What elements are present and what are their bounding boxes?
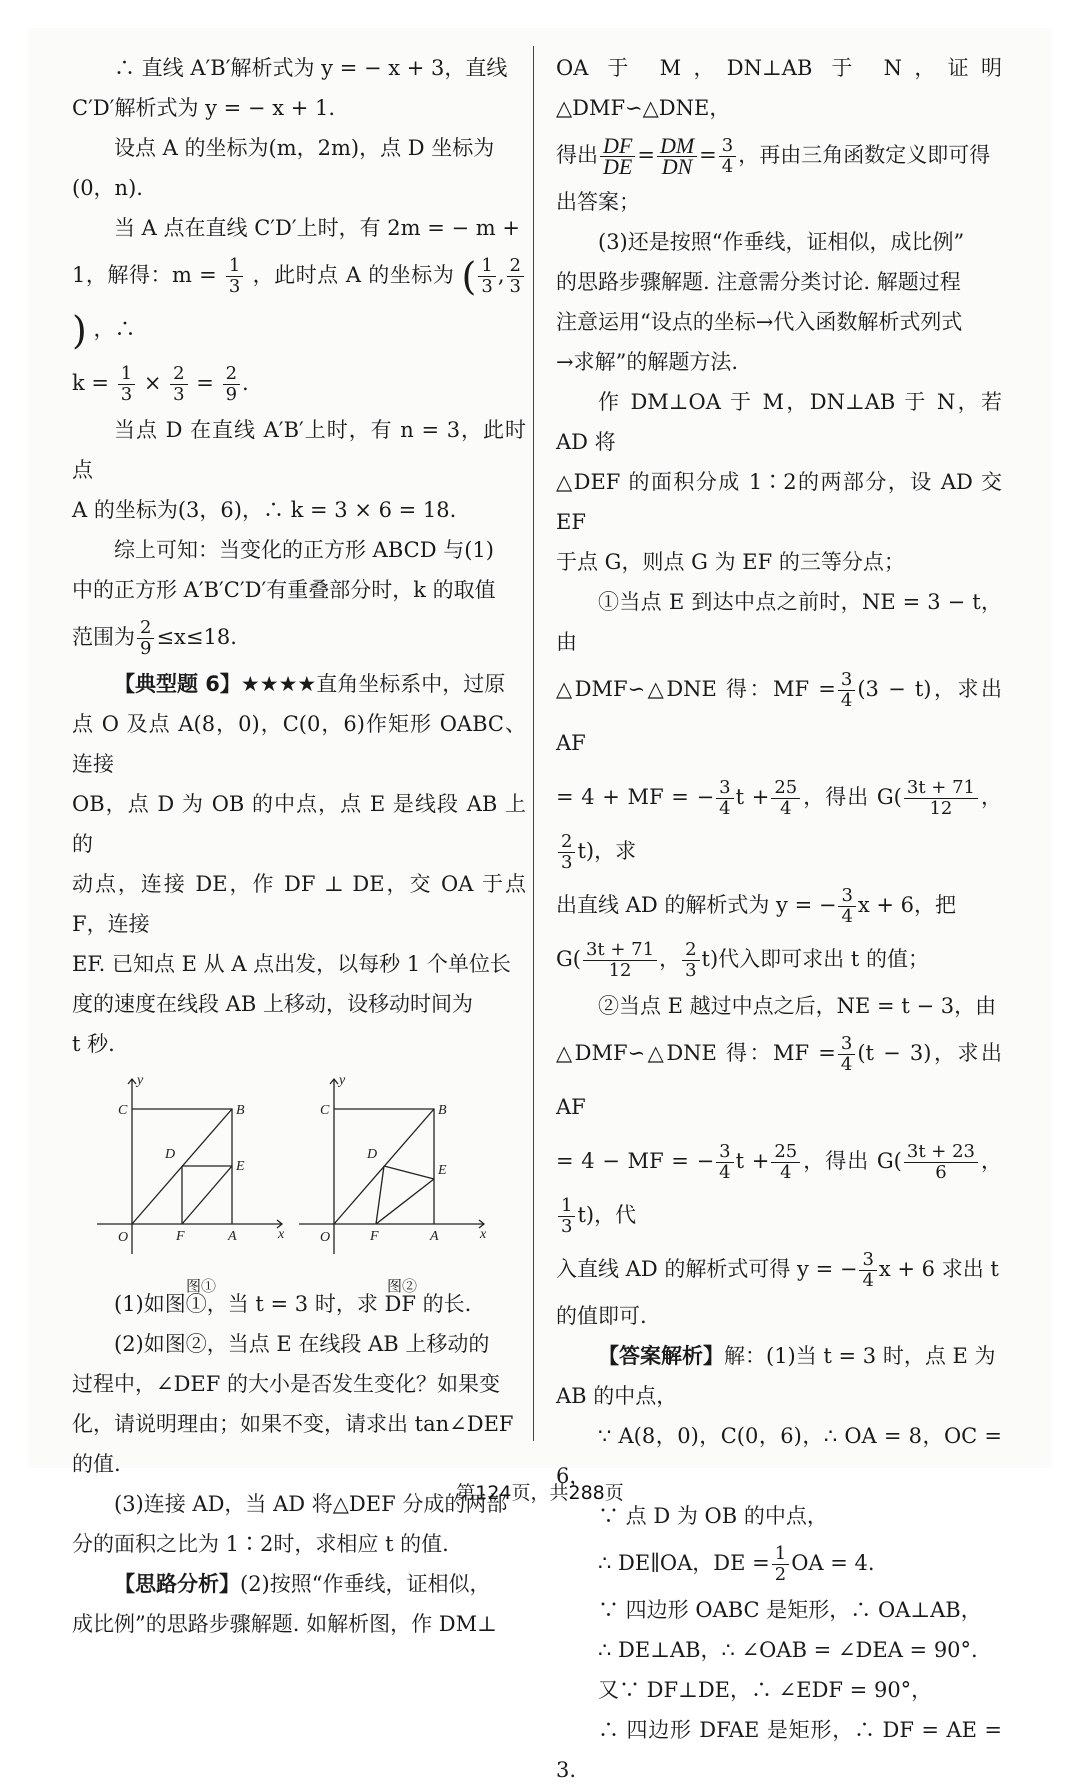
fraction-numerator: 1: [558, 1196, 575, 1217]
label-B: B: [438, 1103, 447, 1118]
fraction-denominator: 9: [225, 384, 238, 405]
segment-DE: [384, 1166, 434, 1179]
text-line: 于点 G，则点 G 为 EF 的三等分点；: [556, 550, 905, 574]
text-span: x + 6，把: [857, 893, 957, 917]
column-divider: [533, 46, 534, 1441]
text-line: 成比例”的思路步骤解题. 如解析图，作 DM⊥: [72, 1612, 497, 1636]
fraction-denominator: 4: [719, 798, 731, 819]
figure-2-caption: 图②: [387, 1277, 418, 1295]
fraction-numerator: 3t + 71: [583, 940, 657, 961]
text-line-with-fractions: [556, 932, 1002, 986]
page-footer: 第124页，共288页: [456, 1482, 624, 1504]
fraction: [600, 133, 635, 179]
fraction-numerator: 25: [771, 1142, 800, 1163]
text-line: ∵ A(8，0)，C(0，6)，∴ OA = 8，OC = 6，: [556, 1424, 1002, 1488]
fraction-numerator: 1: [772, 1544, 789, 1565]
fraction-numerator: 2: [558, 832, 575, 853]
label-F: F: [176, 1229, 185, 1244]
label-O: O: [118, 1230, 129, 1245]
fraction-numerator: 3: [838, 1034, 855, 1055]
text-line: △DEF 的面积分成 1∶2的两部分，设 AD 交 EF: [556, 470, 1002, 534]
fraction: [583, 940, 657, 981]
text-line: 又∵ DF⊥DE，∴ ∠EDF = 90°，: [598, 1678, 933, 1702]
fraction: [170, 364, 187, 405]
text-span: 解：(1)当 t = 3 时，点 E 为: [724, 1344, 996, 1368]
text-line: (1)如图①，当 t = 3 时，求 DF 的长.: [114, 1292, 472, 1316]
fraction: [716, 778, 733, 819]
text-line: 综上可知：当变化的正方形 ABCD 与(1): [114, 538, 494, 562]
text-line: →求解”的解题方法.: [556, 350, 739, 374]
text-line: A 的坐标为(3，6)，∴ k = 3 × 6 = 18.: [72, 498, 457, 522]
fraction-denominator: 3: [509, 276, 521, 297]
text-line: OA 于 M，DN⊥AB 于 N，证明△DMF∽△DNE，: [556, 56, 1002, 120]
text-line-with-fractions: [556, 1242, 1002, 1296]
fraction-denominator: 3: [561, 852, 573, 873]
fraction-denominator: 4: [780, 1162, 792, 1183]
text-line: OB，点 D 为 OB 的中点，点 E 是线段 AB 上的: [72, 792, 526, 856]
text-line: 的思路步骤解题. 注意需分类讨论. 解题过程: [556, 270, 961, 294]
fraction-denominator: 4: [719, 1162, 731, 1183]
text-span: .: [242, 371, 249, 395]
label-D: D: [367, 1147, 378, 1162]
fraction-denominator: 3: [173, 384, 185, 405]
fraction-numerator: 3: [859, 1250, 876, 1271]
fraction: [771, 778, 800, 819]
text-line: (3)连接 AD，当 AD 将△DEF 分成的两部: [114, 1492, 508, 1516]
fraction-numerator: 3: [716, 1142, 733, 1163]
fraction-denominator: 6: [935, 1162, 947, 1183]
fraction-numerator: DM: [657, 136, 697, 157]
text-line: 的值即可.: [556, 1304, 647, 1328]
fraction-numerator: 2: [137, 618, 154, 639]
text-span: =: [196, 371, 214, 395]
fraction-numerator: 3: [838, 670, 855, 691]
fraction: [719, 136, 736, 177]
text-line: ∵ 点 D 为 OB 的中点，: [598, 1504, 828, 1528]
text-line: 出答案；: [556, 190, 640, 214]
text-line-with-fractions: [72, 610, 526, 664]
right-column: [556, 48, 1002, 1790]
label-x: x: [278, 1227, 285, 1242]
text-span: =: [637, 143, 655, 167]
fraction: [478, 256, 495, 297]
text-span: ，此时点 A 的坐标为: [252, 263, 455, 287]
text-span: 出直线 AD 的解析式为 y = −: [556, 893, 837, 917]
question-label: 【典型题 6】★★★★: [114, 672, 317, 696]
text-line-with-fractions: 1，解得：m = $\frac{1}{3}$ ，此时点 A 的坐标为 ( $\frac{1}{3}$ , $\frac{2}{3}$ ) ，∴: [72, 248, 526, 356]
label-x: x: [480, 1227, 487, 1242]
fraction: [137, 618, 154, 659]
text-line: AB 的中点，: [556, 1384, 678, 1408]
text-span: 范围为: [72, 625, 135, 649]
text-span: (t − 3)，求出 AF: [556, 1041, 1002, 1119]
segment-EF: [182, 1166, 232, 1224]
text-span: ×: [143, 371, 162, 395]
text-line: ∴ DE⊥AB，∴ ∠OAB = ∠DEA = 90°.: [598, 1638, 978, 1662]
fraction: [558, 832, 575, 873]
paren: (: [461, 254, 477, 299]
text-line: EF. 已知点 E 从 A 点出发，以每秒 1 个单位长: [72, 952, 511, 976]
fraction-denominator: 4: [840, 1054, 853, 1075]
text-line: (3)还是按照“作垂线，证相似，成比例”: [598, 230, 965, 254]
fraction-numerator: 1: [226, 256, 243, 277]
text-span: ，: [980, 785, 1002, 809]
text-span: ，: [980, 1149, 1002, 1173]
fraction-denominator: 4: [721, 156, 734, 177]
fraction-denominator: 4: [841, 906, 853, 927]
text-line: 作 DM⊥OA 于 M，DN⊥AB 于 N，若 AD 将: [556, 390, 1002, 454]
left-column: [72, 48, 526, 1644]
label-E: E: [236, 1159, 245, 1174]
fraction: [904, 778, 978, 819]
text-line: 中的正方形 A′B′C′D′有重叠部分时，k 的取值: [72, 578, 496, 602]
text-span: = 4 + MF = −: [556, 785, 715, 809]
text-line: 当点 D 在直线 A′B′上时，有 n = 3，此时点: [72, 418, 526, 482]
fraction-denominator: 4: [780, 798, 792, 819]
label-C: C: [320, 1103, 330, 1118]
fraction-numerator: DF: [600, 136, 635, 157]
text-line: 当 A 点在直线 C′D′上时，有 2m = − m +: [114, 216, 520, 240]
fraction-numerator: 3: [716, 778, 733, 799]
fraction: [772, 1544, 789, 1585]
figure-1: [92, 1074, 292, 1259]
fraction: [838, 1034, 855, 1075]
text-line-with-fractions: [556, 128, 1002, 182]
fraction-denominator: DE: [603, 154, 633, 179]
text-span: 得出: [556, 143, 598, 167]
fraction: [226, 256, 243, 297]
fraction-numerator: 1: [118, 364, 135, 385]
fraction-numerator: 1: [478, 256, 495, 277]
text-line-with-fractions: [556, 878, 1002, 932]
text-line: 注意运用“设点的坐标→代入函数解析式列式: [556, 310, 963, 334]
fraction-numerator: 2: [170, 364, 187, 385]
text-span: k =: [72, 371, 109, 395]
text-line: 分的面积之比为 1∶2时，求相应 t 的值.: [72, 1532, 449, 1556]
text-span: ，得出 G(: [802, 785, 902, 809]
fraction-denominator: 3: [120, 384, 133, 405]
label-D: D: [165, 1147, 176, 1162]
fraction: [507, 256, 524, 297]
analysis-heading: [72, 1564, 526, 1604]
text-line-with-fractions: [72, 356, 526, 410]
text-line: t 秒.: [72, 1032, 115, 1056]
fraction-numerator: 3t + 23: [904, 1142, 978, 1163]
text-span: 1，解得：m =: [72, 263, 217, 287]
figure-1-caption: 图①: [186, 1277, 217, 1295]
label-A: A: [430, 1229, 439, 1244]
text-line: 的值.: [72, 1452, 121, 1476]
text-line: 化，请说明理由；如果不变，请求出 tan∠DEF: [72, 1412, 514, 1436]
text-line: (2)如图②，当点 E 在线段 AB 上移动的: [114, 1332, 490, 1356]
fraction: [657, 133, 697, 179]
segment-EF: [376, 1179, 434, 1224]
text-line-with-fractions: [556, 770, 1002, 878]
fraction: [859, 1250, 876, 1291]
text-span: =: [699, 143, 717, 167]
text-line: ∴ 直线 A′B′解析式为 y = − x + 3，直线: [114, 56, 508, 80]
fraction: [838, 886, 855, 927]
label-A: A: [228, 1229, 237, 1244]
fraction-denominator: 12: [929, 798, 953, 819]
text-span: ，再由三角函数定义即可得: [738, 143, 991, 167]
text-line: 过程中，∠DEF 的大小是否发生变化？如果变: [72, 1372, 501, 1396]
text-span: t)，求: [577, 839, 637, 863]
label-E: E: [438, 1163, 447, 1178]
text-span: = 4 − MF = −: [556, 1149, 715, 1173]
text-span: 直角坐标系中，过原: [316, 672, 506, 696]
fraction: [838, 670, 855, 711]
fraction-denominator: 4: [840, 690, 853, 711]
text-span: 入直线 AD 的解析式可得 y = −: [556, 1257, 858, 1281]
fraction-numerator: 3t + 71: [904, 778, 978, 799]
fraction-denominator: 12: [608, 960, 632, 981]
fraction: [682, 940, 699, 981]
text-span: △DMF∽△DNE 得：MF =: [556, 1041, 836, 1065]
text-span: t)，代: [577, 1203, 637, 1227]
fraction-numerator: 3: [838, 886, 855, 907]
analysis-label: 【思路分析】: [114, 1572, 240, 1596]
label-B: B: [236, 1103, 245, 1118]
answer-label: 【答案解析】: [598, 1344, 724, 1368]
question-heading: [72, 664, 526, 704]
fraction-denominator: 3: [561, 1216, 573, 1237]
label-O: O: [320, 1230, 331, 1245]
text-line: C′D′解析式为 y = − x + 1.: [72, 96, 336, 120]
text-line: 动点，连接 DE，作 DF ⊥ DE，交 OA 于点 F，连接: [72, 872, 526, 936]
text-span: (3 − t)，求出 AF: [556, 677, 1002, 755]
fraction-denominator: 3: [481, 276, 493, 297]
fraction: [771, 1142, 800, 1183]
text-line: 点 O 及点 A(8，0)，C(0，6)作矩形 OABC、连接: [72, 712, 526, 776]
text-span: (2)按照“作垂线，证相似，: [240, 1572, 491, 1596]
text-line: 度的速度在线段 AB 上移动，设移动时间为: [72, 992, 473, 1016]
text-span: OA = 4.: [791, 1551, 875, 1575]
fraction: [716, 1142, 733, 1183]
text-span: t)代入即可求出 t 的值；: [701, 947, 929, 971]
fraction: [904, 1142, 978, 1183]
fraction-denominator: 3: [685, 960, 697, 981]
fraction: [558, 1196, 575, 1237]
text-span: G(: [556, 947, 581, 971]
text-line: ①当点 E 到达中点之前时，NE = 3 − t，由: [556, 590, 1002, 654]
fraction-numerator: 2: [682, 940, 699, 961]
label-y: y: [339, 1074, 346, 1088]
fraction-denominator: 2: [774, 1564, 787, 1585]
text-line-with-fractions: [556, 662, 1002, 770]
answer-heading: [556, 1336, 1002, 1376]
label-y: y: [137, 1074, 144, 1088]
label-F: F: [370, 1229, 379, 1244]
text-line: ∴ 四边形 DFAE 是矩形，∴ DF = AE = 3.: [556, 1718, 1002, 1782]
text-span: ∴ DE∥OA，DE =: [598, 1551, 770, 1575]
text-line-with-fractions: [556, 1536, 1002, 1590]
fraction: [223, 364, 240, 405]
fraction-denominator: 4: [862, 1270, 874, 1291]
text-span: t +: [735, 1149, 770, 1173]
fraction-denominator: DN: [661, 154, 693, 179]
figures: [72, 1074, 526, 1295]
text-span: ≤x≤18.: [156, 625, 237, 649]
text-line: ②当点 E 越过中点之后，NE = t − 3，由: [598, 994, 997, 1018]
label-C: C: [118, 1103, 128, 1118]
fraction-numerator: 2: [507, 256, 524, 277]
paren: ): [72, 308, 87, 353]
fraction-numerator: 2: [223, 364, 240, 385]
text-span: ，∴: [93, 317, 136, 341]
text-line: ∵ 四边形 OABC 是矩形，∴ OA⊥AB，: [598, 1598, 982, 1622]
text-line: (0，n).: [72, 176, 143, 200]
fraction-numerator: 25: [771, 778, 800, 799]
fraction-numerator: 3: [719, 136, 736, 157]
text-span: ，得出 G(: [802, 1149, 902, 1173]
text-span: x + 6 求出 t: [878, 1257, 999, 1281]
fraction-denominator: 9: [140, 638, 152, 659]
fraction: [118, 364, 135, 405]
text-line-with-fractions: [556, 1134, 1002, 1242]
text-line-with-fractions: [556, 1026, 1002, 1134]
text-line: 设点 A 的坐标为(m，2m)，点 D 坐标为: [114, 136, 495, 160]
text-span: ，: [659, 947, 681, 971]
text-span: t +: [735, 785, 770, 809]
figure-2: [294, 1074, 494, 1259]
text-span: △DMF∽△DNE 得：MF =: [556, 677, 836, 701]
fraction-denominator: 3: [228, 276, 241, 297]
